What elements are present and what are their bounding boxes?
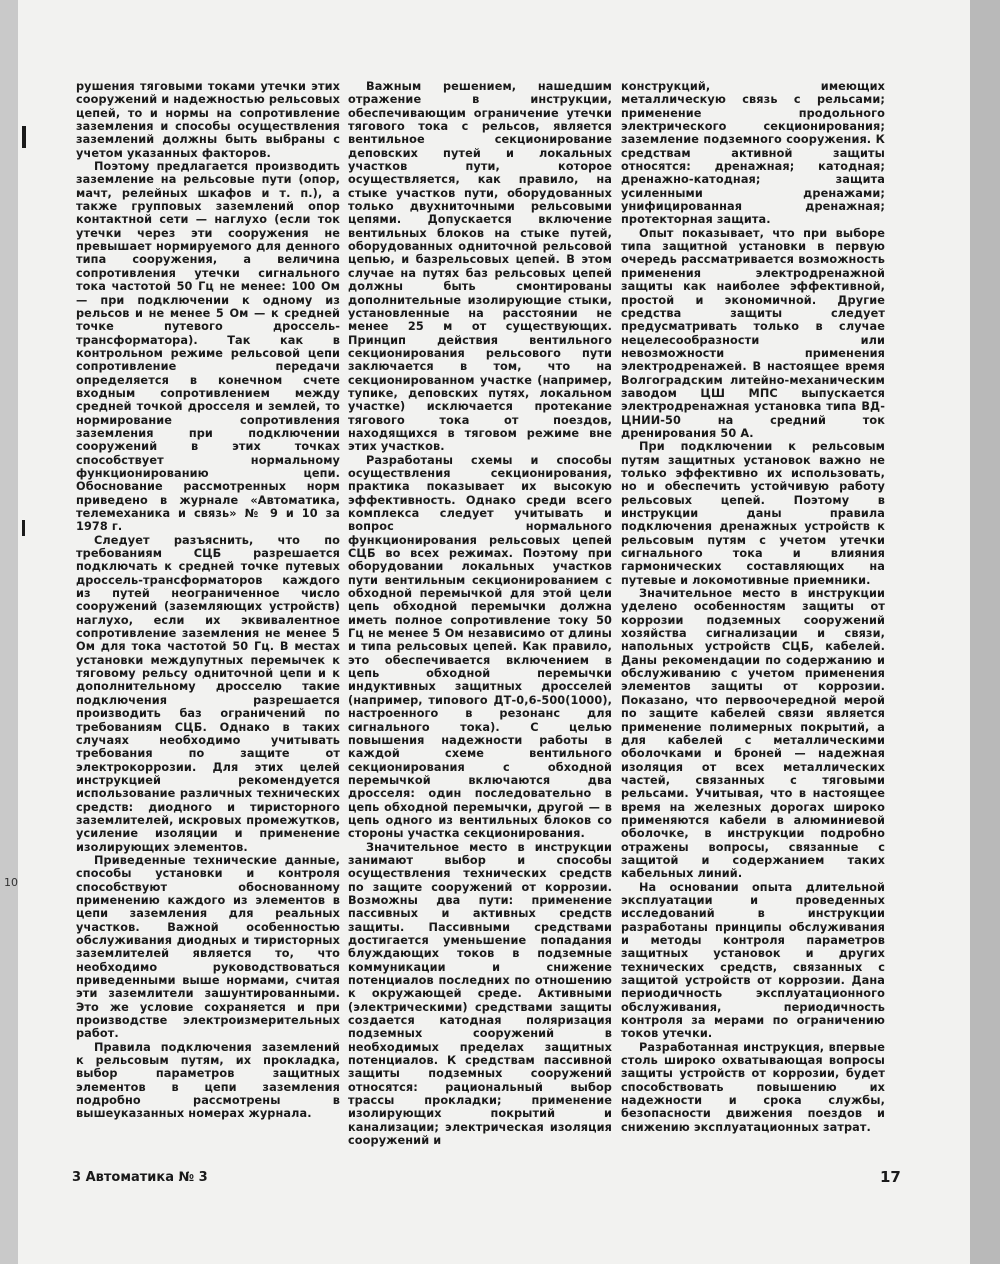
paragraph: Значительное место в инструкции уделено особенностям защиты от коррозии подземных сооружений хозяйства сигнализации и связи, напольных устройств СЦБ, кабелей. Даны рекомендации по содержанию и обслуживанию с учетом применения элементов защиты от коррозии. Показано, что первоочередной мерой по защите кабелей связи является применение полимерных покрытий, а для кабелей с металлическими оболочками и броней — надежная изоляция от всех металлических частей, связанных с тяговыми рельсами. Учитывая, что в настоящее время на железных дорогах широко применяются кабели в алюминиевой оболочке, в инструкции подробно отражены вопросы, связанные с защитой и содержанием таких кабельных линий. [621, 587, 885, 881]
paragraph: Важным решением, нашедшим отражение в инструкции, обеспечивающим ограничение утечки тягового тока с рельсов, является вентильное секционирование деповских путей и локальных участков пути, которое осуществляется, как правило, на стыке участков пути, оборудованных только двухниточными рельсовыми цепями. Допускается включение вентильных блоков на стыке путей, оборудованных одниточной рельсовой цепью, и базрельсовых цепей. В этом случае на путях баз рельсовых цепей должны быть смонтированы дополнительные изолирующие стыки, установленные на расстоянии не менее 25 м от существующих. Принцип действия вентильного секционирования рельсового пути заключается в том, что на секционированном участке (например, тупике, деповских путях, локальном участке) исключается протекание тягового тока от поездов, находящихся в тяговом режиме вне этих участков. [348, 80, 612, 454]
paragraph: конструкций, имеющих металлическую связь с рельсами; применение продольного электрического секционирования; заземление подземного сооружения. К средствам активной защиты относятся: дренажная; катодная; дренажно-катодная; защита усиленными дренажами; унифицированная дренажная; протекторная защита. [621, 80, 885, 227]
page-number: 17 [880, 1168, 901, 1186]
paragraph: рушения тяговыми токами утечки этих сооружений и надежностью рельсовых цепей, то и нормы на сопротивление заземления и способы осуществления заземлений должны быть выбраны с учетом указанных факторов. [76, 80, 340, 160]
page-spine-shadow [970, 0, 1000, 1264]
paragraph: Разработанная инструкция, впервые столь широко охватывающая вопросы защиты устройств от коррозии, будет способствовать повышению их надежности и срока службы, безопасности движения поездов и снижению эксплуатационных затрат. [621, 1040, 885, 1134]
paragraph: Поэтому предлагается производить заземление на рельсовые пути (опор, мачт, релейных шкафов и т. п.), а также групповых заземлений опор контактной сети — наглухо (если ток утечки через эти сооружения не превышает нормируемого для денного типа сооружения, а величина сопротивления утечки сигнального тока частотой 50 Гц не менее: 100 Ом — при подключении к одному из рельсов и не менее 5 Ом — к средней точке путевого дроссель-трансформатора). Так как в контрольном режиме рельсовой цепи сопротивление передачи определяется в конечном счете входным сопротивлением между средней точкой дросселя и землей, то нормирование сопротивления заземления при подключении сооружений в этих точках способствует нормальному функционированию цепи. Обоснование рассмотренных норм приведено в журнале «Автоматика, телемеханика и связь» № 9 и 10 за 1978 г. [76, 160, 340, 534]
text-column-1 [76, 80, 340, 1121]
paragraph: Следует разъяснить, что по требованиям СЦБ разрешается подключать к средней точке путевых дроссель-трансформаторов каждого из путей неограниченное число сооружений (заземляющих устройств) наглухо, если их эквивалентное сопротивление заземления не менее 5 Ом для тока частотой 50 Гц. В местах установки междупутных перемычек к тяговому рельсу одниточной цепи и к дополнительному дросселю такие подключения разрешается производить баз ограничений по требованиям СЦБ. Однако в таких случаях необходимо учитывать требования по защите от электрокоррозии. Для этих целей инструкцией рекомендуется использование различных технических средств: диодного и тиристорного заземлителей, искровых промежутков, усиление изоляции и применение изолирующих элементов. [76, 533, 340, 854]
margin-text: 10 [4, 876, 18, 889]
paragraph: Значительное место в инструкции занимают выбор и способы осуществления технических средств по защите сооружений от коррозии. Возможны два пути: применение пассивных и активных средств защиты. Пассивными средствами достигается уменьшение попадания блуждающих токов в подземные коммуникации и снижение потенциалов последних по отношению к окружающей среде. Активными (электрическими) средствами защиты создается катодная поляризация подземных сооружений в необходимых пределах защитных потенциалов. К средствам пассивной защиты подземных сооружений относятся: рациональный выбор трассы прокладки; применение изолирующих покрытий и канализации; электрическая изоляция сооружений и [348, 840, 612, 1148]
paragraph: На основании опыта длительной эксплуатации и проведенных исследований в инструкции разработаны принципы обслуживания и методы контроля параметров защитных установок и других технических средств, связанных с защитой устройств от коррозии. Дана периодичность эксплуатационного обслуживания, периодичность контроля за мерами по ограничению токов утечки. [621, 880, 885, 1041]
text-column-2 [348, 80, 612, 1148]
paragraph: Правила подключения заземлений к рельсовым путям, их прокладка, выбор параметров защитных элементов в цепи заземления подробно рассмотрены в вышеуказанных номерах журнала. [76, 1040, 340, 1121]
margin-mark-middle [22, 520, 25, 536]
margin-mark-top [22, 126, 26, 148]
paragraph: Разработаны схемы и способы осуществления секционирования, практика показывает их высокую эффективность. Однако среди всего комплекса следует учитывать и вопрос нормального функционирования рельсовых цепей СЦБ во всех режимах. Поэтому при оборудовании локальных участков пути вентильным секционированием с обходной перемычкой для этой цели цепь обходной перемычки должна иметь полное сопротивление току 50 Гц не менее 5 Ом независимо от длины и типа рельсовых цепей. Как правило, это обеспечивается включением в цепь обходной перемычки индуктивных защитных дросселей (например, типового ДТ-0,6-500(1000), настроенного в резонанс для сигнального тока). С целью повышения надежности работы в каждой схеме вентильного секционирования с обходной перемычкой включаются два дросселя: один последовательно в цепь обходной перемычки, другой — в цепь одного из вентильных блоков со стороны участка секционирования. [348, 453, 612, 841]
paragraph: При подключении к рельсовым путям защитных установок важно не только эффективно их использовать, но и обеспечить устойчивую работу рельсовых цепей. Поэтому в инструкции даны правила подключения дренажных устройств к рельсовым путям с учетом утечки сигнального тока и влияния гармонических составляющих на путевые и локомотивные приемники. [621, 440, 885, 587]
footer-journal-label: 3 Автоматика № 3 [72, 1170, 208, 1185]
paragraph: Опыт показывает, что при выборе типа защитной установки в первую очередь рассматривается возможность применения электродренажной защиты как наиболее эффективной, простой и экономичной. Другие средства защиты следует предусматривать только в случае нецелесообразности или невозможности применения электродренажей. В настоящее время Волгоградским литейно-механическим заводом ЦШ МПС выпускается электродренажная установка типа ВД-ЦНИИ-50 на средний ток дренирования 50 А. [621, 226, 885, 440]
paragraph: Приведенные технические данные, способы установки и контроля способствуют обоснованному применению каждого из элементов в цепи заземления для реальных участков. Важной особенностью обслуживания диодных и тиристорных заземлителей является то, что необходимо руководствоваться приведенными выше нормами, считая эти заземлители зашунтированными. Это же условие сохраняется и при производстве электроизмерительных работ. [76, 853, 340, 1041]
text-column-3 [621, 80, 885, 1134]
